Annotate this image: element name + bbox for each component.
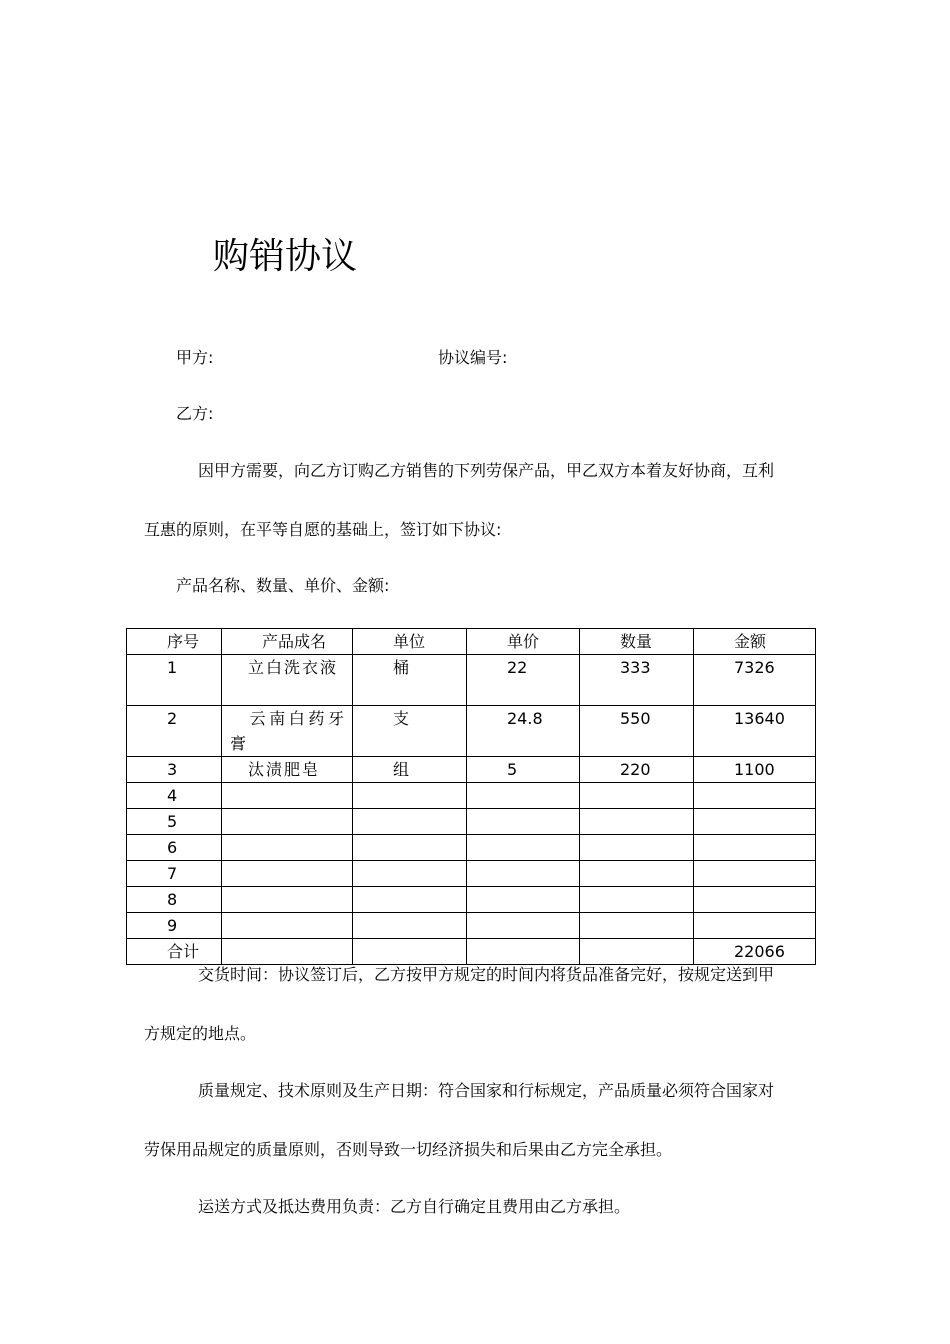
cell-product-name: [222, 809, 353, 835]
delivery-paragraph-line-2: 方规定的地点。: [144, 1024, 257, 1043]
document-title: 购销协议: [213, 236, 358, 277]
intro-paragraph-line-2: 互惠的原则，在平等自愿的基础上，签订如下协议:: [144, 520, 502, 539]
total-amount: 22066: [694, 939, 816, 965]
party-b-label: 乙方:: [176, 404, 214, 423]
cell-price: 5: [467, 757, 580, 783]
cell-unit: [353, 887, 467, 913]
cell-no: 2: [127, 706, 222, 757]
cell-unit: [353, 783, 467, 809]
cell-price: 22: [467, 655, 580, 706]
products-table: [126, 628, 816, 965]
cell-amount: [694, 783, 816, 809]
table-row: [127, 757, 816, 783]
cell-unit: 组: [353, 757, 467, 783]
table-row: [127, 835, 816, 861]
cell-price: [467, 861, 580, 887]
cell-price: [467, 887, 580, 913]
cell-no: 8: [127, 887, 222, 913]
header-cell-price: 单价: [467, 629, 580, 655]
cell-unit: [353, 809, 467, 835]
cell-amount: 1100: [694, 757, 816, 783]
cell-amount: [694, 809, 816, 835]
cell-product-name: [222, 783, 353, 809]
cell-product-name: [222, 887, 353, 913]
cell-qty: [580, 887, 694, 913]
table-row: [127, 887, 816, 913]
header-cell-amount: 金额: [694, 629, 816, 655]
cell-price: [467, 939, 580, 965]
cell-no: 3: [127, 757, 222, 783]
table-row: [127, 809, 816, 835]
cell-no: 7: [127, 861, 222, 887]
cell-price: [467, 913, 580, 939]
quality-paragraph-line-2: 劳保用品规定的质量原则，否则导致一切经济损失和后果由乙方完全承担。: [144, 1140, 673, 1159]
header-cell-qty: 数量: [580, 629, 694, 655]
table-total-row: [127, 939, 816, 965]
cell-unit: [353, 835, 467, 861]
cell-amount: 7326: [694, 655, 816, 706]
cell-qty: 333: [580, 655, 694, 706]
products-heading: 产品名称、数量、单价、金额:: [176, 576, 390, 595]
cell-price: [467, 809, 580, 835]
cell-no: 1: [127, 655, 222, 706]
cell-unit: 桶: [353, 655, 467, 706]
table-row: [127, 655, 816, 706]
cell-amount: 13640: [694, 706, 816, 757]
cell-amount: [694, 887, 816, 913]
cell-qty: [580, 939, 694, 965]
cell-no: 4: [127, 783, 222, 809]
cell-qty: [580, 809, 694, 835]
cell-amount: [694, 861, 816, 887]
cell-product-name: [222, 939, 353, 965]
cell-no: 6: [127, 835, 222, 861]
cell-amount: [694, 913, 816, 939]
cell-price: [467, 835, 580, 861]
cell-product-name: 云南白药牙膏: [222, 706, 353, 757]
delivery-paragraph-line-1: 交货时间：协议签订后，乙方按甲方规定的时间内将货品准备完好，按规定送到甲: [198, 965, 775, 984]
cell-qty: [580, 835, 694, 861]
header-cell-unit: 单位: [353, 629, 467, 655]
cell-unit: [353, 861, 467, 887]
agreement-number-label: 协议编号:: [438, 348, 508, 367]
intro-paragraph-line-1: 因甲方需要，向乙方订购乙方销售的下列劳保产品，甲乙双方本着友好协商，互利: [198, 461, 775, 480]
table-row: [127, 706, 816, 757]
cell-unit: 支: [353, 706, 467, 757]
header-cell-product: 产品成名: [222, 629, 353, 655]
cell-amount: [694, 835, 816, 861]
cell-qty: [580, 913, 694, 939]
cell-no: 9: [127, 913, 222, 939]
cell-price: 24.8: [467, 706, 580, 757]
table-row: [127, 913, 816, 939]
table-header-row: [127, 629, 816, 655]
cell-unit: [353, 939, 467, 965]
cell-unit: [353, 913, 467, 939]
cell-product-name: 立白洗衣液: [222, 655, 353, 706]
total-label: 合计: [127, 939, 222, 965]
cell-qty: [580, 783, 694, 809]
cell-product-name: [222, 913, 353, 939]
cell-qty: [580, 861, 694, 887]
cell-product-name: [222, 861, 353, 887]
party-a-label: 甲方:: [176, 348, 214, 367]
cell-price: [467, 783, 580, 809]
cell-qty: 220: [580, 757, 694, 783]
header-cell-no: 序号: [127, 629, 222, 655]
quality-paragraph-line-1: 质量规定、技术原则及生产日期：符合国家和行标规定，产品质量必须符合国家对: [198, 1081, 775, 1100]
table-row: [127, 783, 816, 809]
cell-product-name: 汰渍肥皂: [222, 757, 353, 783]
cell-product-name: [222, 835, 353, 861]
cell-qty: 550: [580, 706, 694, 757]
table-row: [127, 861, 816, 887]
transport-paragraph: 运送方式及抵达费用负责：乙方自行确定且费用由乙方承担。: [198, 1197, 631, 1216]
cell-no: 5: [127, 809, 222, 835]
